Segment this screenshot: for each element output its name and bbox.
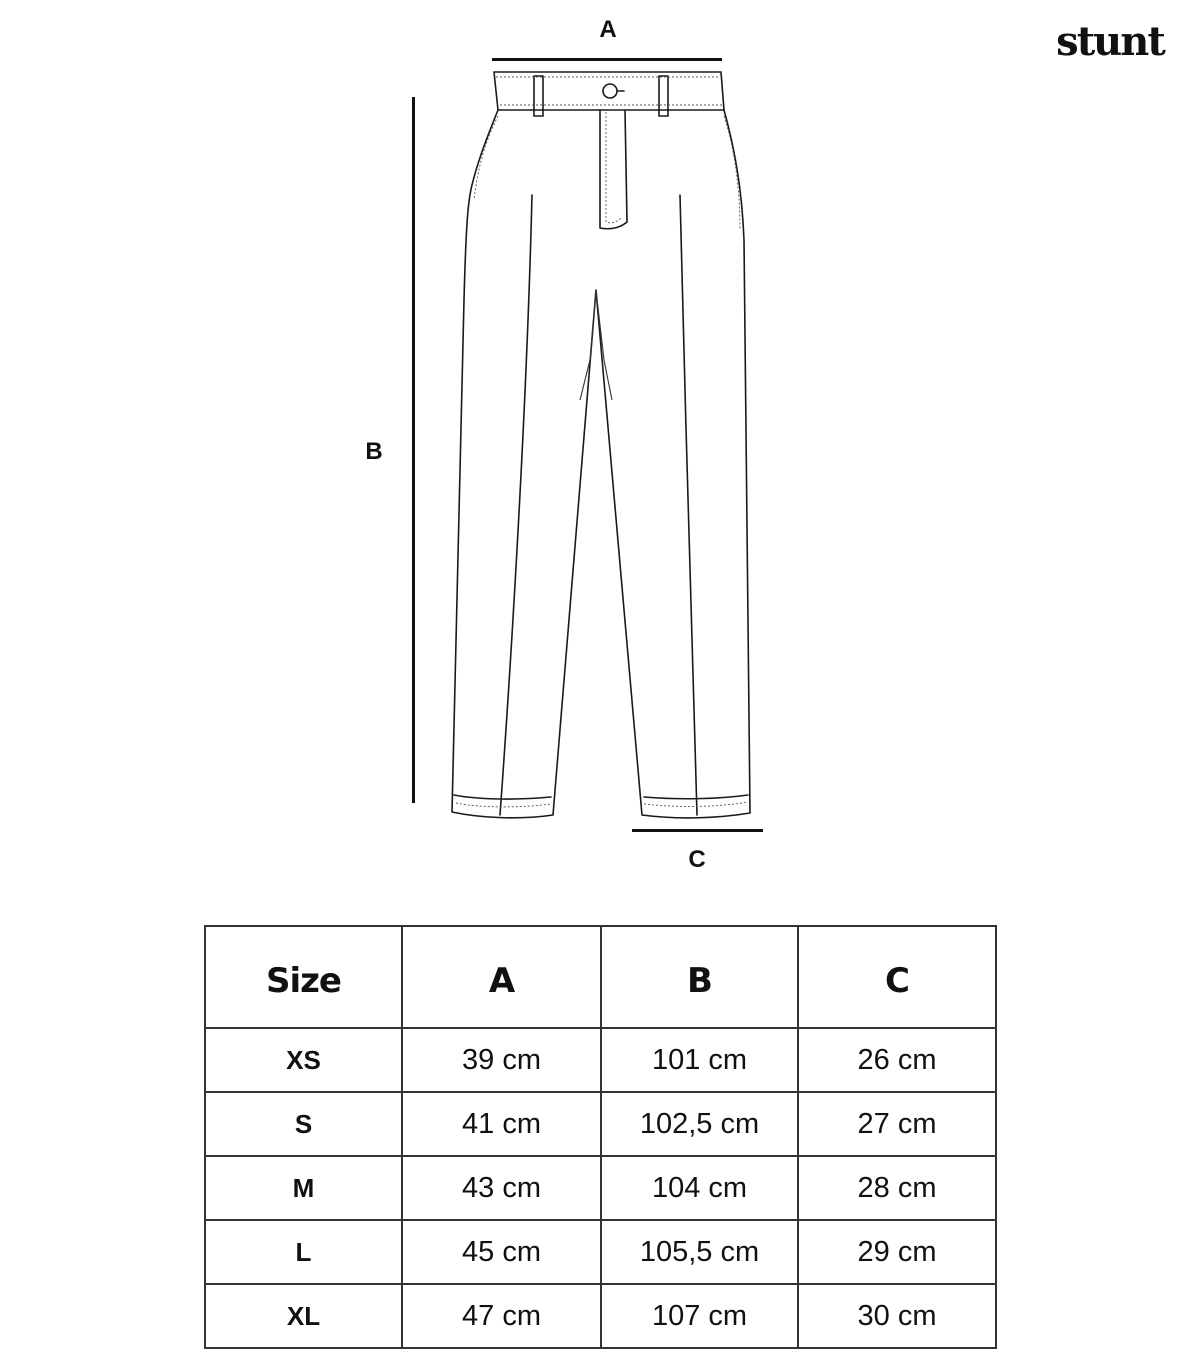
measure-a: 47 cm — [402, 1284, 601, 1348]
size-label: S — [205, 1092, 402, 1156]
measure-c: 28 cm — [798, 1156, 996, 1220]
trouser-outline — [452, 110, 750, 818]
crease-right — [680, 195, 697, 815]
table-header-row — [205, 926, 996, 1028]
label-a: A — [599, 16, 617, 43]
fly-line — [600, 110, 627, 229]
measure-a: 45 cm — [402, 1220, 601, 1284]
waist-button — [603, 84, 617, 98]
waistband-outline — [494, 72, 724, 110]
table-row — [205, 1220, 996, 1284]
measure-c: 27 cm — [798, 1092, 996, 1156]
header-a: A — [402, 926, 601, 1028]
measure-a: 43 cm — [402, 1156, 601, 1220]
measure-c: 26 cm — [798, 1028, 996, 1092]
table-row — [205, 1156, 996, 1220]
measure-a: 39 cm — [402, 1028, 601, 1092]
table-row — [205, 1028, 996, 1092]
header-c: C — [798, 926, 996, 1028]
measure-b: 105,5 cm — [601, 1220, 798, 1284]
table-row — [205, 1284, 996, 1348]
size-label: M — [205, 1156, 402, 1220]
measure-b: 101 cm — [601, 1028, 798, 1092]
header-b: B — [601, 926, 798, 1028]
header-size: Size — [205, 926, 402, 1028]
label-c: C — [688, 846, 706, 873]
size-chart-table — [204, 925, 997, 1349]
size-label: L — [205, 1220, 402, 1284]
label-b: B — [365, 438, 383, 465]
measure-b: 104 cm — [601, 1156, 798, 1220]
size-label: XL — [205, 1284, 402, 1348]
table-row — [205, 1092, 996, 1156]
size-label: XS — [205, 1028, 402, 1092]
measure-c: 29 cm — [798, 1220, 996, 1284]
measure-b: 102,5 cm — [601, 1092, 798, 1156]
measure-a: 41 cm — [402, 1092, 601, 1156]
measure-b: 107 cm — [601, 1284, 798, 1348]
crease-left — [500, 195, 532, 815]
measure-c: 30 cm — [798, 1284, 996, 1348]
brand-logo: stunt — [1056, 18, 1164, 65]
hem-left — [454, 795, 551, 799]
